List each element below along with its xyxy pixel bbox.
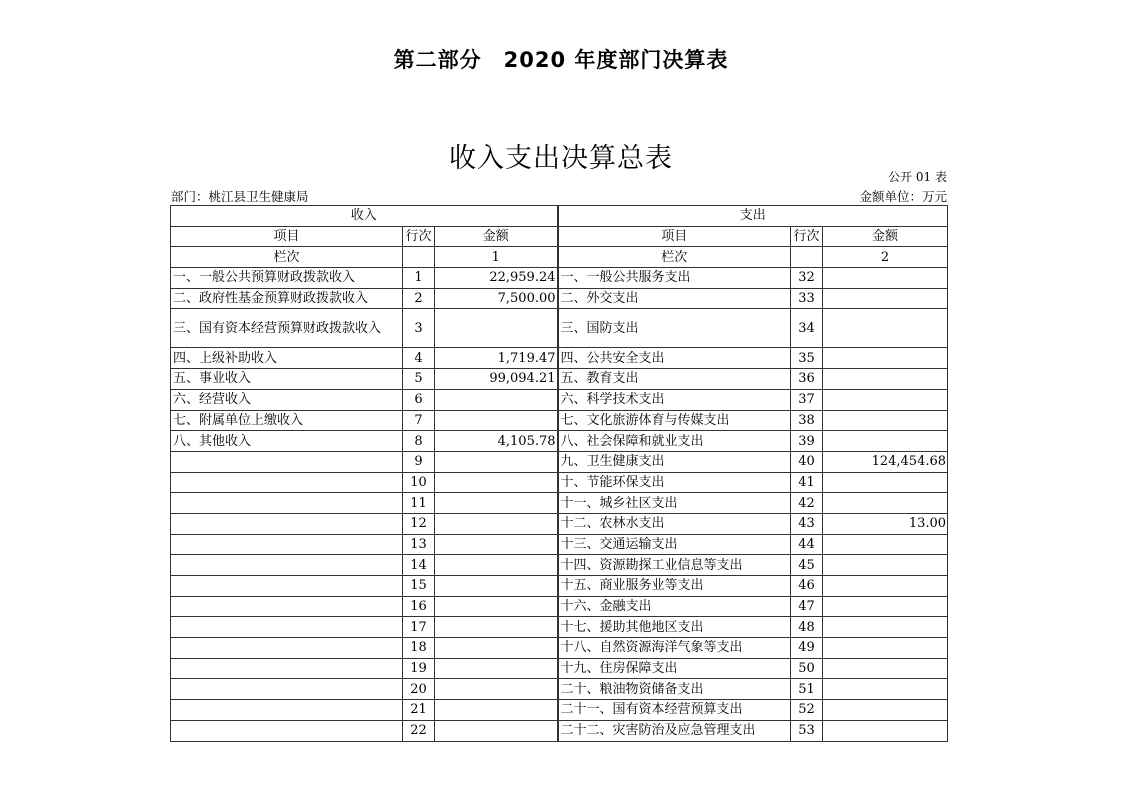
income-amount-cell: 99,094.21 xyxy=(435,369,558,390)
income-amount-cell: 22,959.24 xyxy=(435,268,558,289)
expense-row-no-cell: 48 xyxy=(791,617,823,638)
income-row-no-cell: 9 xyxy=(403,451,435,472)
income-row-no-cell: 22 xyxy=(403,720,435,741)
income-row-no-cell: 18 xyxy=(403,638,435,659)
expense-amount-cell xyxy=(823,493,948,514)
income-row-no-cell: 1 xyxy=(403,268,435,289)
income-amount-cell: 1,719.47 xyxy=(435,348,558,369)
income-item-cell xyxy=(171,472,403,493)
expense-amount-cell: 13.00 xyxy=(823,513,948,534)
expense-amount-cell: 124,454.68 xyxy=(823,451,948,472)
income-item-cell: 二、政府性基金预算财政拨款收入 xyxy=(171,288,403,309)
expense-item-cell: 六、科学技术支出 xyxy=(558,389,791,410)
income-item-cell xyxy=(171,596,403,617)
expense-section-header: 支出 xyxy=(558,206,948,227)
income-row-no-cell: 20 xyxy=(403,679,435,700)
expense-item-cell: 二十一、国有资本经营预算支出 xyxy=(558,700,791,721)
table-row xyxy=(171,493,948,514)
expense-row-no-cell: 51 xyxy=(791,679,823,700)
expense-row-no-cell: 35 xyxy=(791,348,823,369)
table-row xyxy=(171,720,948,741)
table-row xyxy=(171,472,948,493)
income-item-cell xyxy=(171,555,403,576)
expense-item-cell: 二十二、灾害防治及应急管理支出 xyxy=(558,720,791,741)
expense-row-no-cell: 42 xyxy=(791,493,823,514)
expense-item-cell: 十七、援助其他地区支出 xyxy=(558,617,791,638)
income-amount-cell: 7,500.00 xyxy=(435,288,558,309)
expense-row-no-cell: 32 xyxy=(791,268,823,289)
income-amount-cell xyxy=(435,700,558,721)
income-amount-cell xyxy=(435,720,558,741)
expense-row-no-cell: 38 xyxy=(791,410,823,431)
table-row xyxy=(171,389,948,410)
table-row xyxy=(171,451,948,472)
table-row xyxy=(171,576,948,597)
expense-item-cell: 十二、农林水支出 xyxy=(558,513,791,534)
income-amount-cell xyxy=(435,389,558,410)
expense-amount-cell xyxy=(823,720,948,741)
income-item-cell xyxy=(171,679,403,700)
header-row-sections xyxy=(171,206,948,227)
income-amount-cell xyxy=(435,638,558,659)
income-item-cell: 五、事业收入 xyxy=(171,369,403,390)
income-row-no-cell: 4 xyxy=(403,348,435,369)
department-label: 部门：桃江县卫生健康局 xyxy=(171,189,309,204)
income-amount-cell xyxy=(435,309,558,348)
table-row xyxy=(171,596,948,617)
income-amount-cell xyxy=(435,555,558,576)
expense-column-number: 2 xyxy=(823,247,948,268)
expense-row-no-cell: 46 xyxy=(791,576,823,597)
expense-amount-cell xyxy=(823,638,948,659)
income-row-no-header: 行次 xyxy=(403,226,435,247)
table-row xyxy=(171,369,948,390)
expense-amount-cell xyxy=(823,617,948,638)
income-row-no-cell: 8 xyxy=(403,431,435,452)
income-row-no-cell: 7 xyxy=(403,410,435,431)
income-row-no-cell: 5 xyxy=(403,369,435,390)
expense-item-cell: 十九、住房保障支出 xyxy=(558,658,791,679)
income-item-cell xyxy=(171,720,403,741)
expense-row-no-cell: 50 xyxy=(791,658,823,679)
expense-row-no-cell: 33 xyxy=(791,288,823,309)
expense-row-no-cell: 52 xyxy=(791,700,823,721)
expense-amount-cell xyxy=(823,576,948,597)
table-row xyxy=(171,700,948,721)
income-row-no-cell: 2 xyxy=(403,288,435,309)
income-item-cell xyxy=(171,534,403,555)
table-row xyxy=(171,268,948,289)
income-amount-cell xyxy=(435,596,558,617)
table-row xyxy=(171,658,948,679)
table-row xyxy=(171,431,948,452)
income-item-cell xyxy=(171,451,403,472)
expense-amount-cell xyxy=(823,348,948,369)
expense-item-cell: 七、文化旅游体育与传媒支出 xyxy=(558,410,791,431)
income-item-cell: 六、经营收入 xyxy=(171,389,403,410)
income-item-cell: 一、一般公共预算财政拨款收入 xyxy=(171,268,403,289)
income-row-no-cell: 3 xyxy=(403,309,435,348)
income-row-no-cell: 19 xyxy=(403,658,435,679)
income-item-header: 项目 xyxy=(171,226,403,247)
table-title: 收入支出决算总表 xyxy=(449,143,673,174)
income-row-no-cell: 13 xyxy=(403,534,435,555)
table-row xyxy=(171,288,948,309)
expense-item-cell: 二、外交支出 xyxy=(558,288,791,309)
income-item-cell: 四、上级补助收入 xyxy=(171,348,403,369)
table-row xyxy=(171,309,948,348)
income-row-no-cell: 10 xyxy=(403,472,435,493)
expense-row-no-cell: 47 xyxy=(791,596,823,617)
expense-item-cell: 八、社会保障和就业支出 xyxy=(558,431,791,452)
table-row xyxy=(171,348,948,369)
expense-item-header: 项目 xyxy=(558,226,791,247)
table-row xyxy=(171,410,948,431)
income-row-no-cell: 17 xyxy=(403,617,435,638)
income-amount-cell xyxy=(435,576,558,597)
income-column-number: 1 xyxy=(435,247,558,268)
income-row-no-cell: 11 xyxy=(403,493,435,514)
expense-amount-cell xyxy=(823,534,948,555)
income-amount-cell xyxy=(435,410,558,431)
expense-item-cell: 十六、金融支出 xyxy=(558,596,791,617)
expense-row-no-cell: 37 xyxy=(791,389,823,410)
expense-amount-cell xyxy=(823,369,948,390)
expense-item-cell: 四、公共安全支出 xyxy=(558,348,791,369)
table-row xyxy=(171,679,948,700)
header-row-columns xyxy=(171,226,948,247)
expense-item-cell: 十三、交通运输支出 xyxy=(558,534,791,555)
expense-column-no-blank xyxy=(791,247,823,268)
expense-amount-cell xyxy=(823,679,948,700)
table-row xyxy=(171,617,948,638)
expense-item-cell: 十一、城乡社区支出 xyxy=(558,493,791,514)
expense-amount-cell xyxy=(823,555,948,576)
expense-amount-cell xyxy=(823,389,948,410)
expense-item-cell: 三、国防支出 xyxy=(558,309,791,348)
income-item-cell: 八、其他收入 xyxy=(171,431,403,452)
expense-amount-cell xyxy=(823,472,948,493)
income-row-no-cell: 16 xyxy=(403,596,435,617)
expense-row-no-cell: 49 xyxy=(791,638,823,659)
income-item-cell xyxy=(171,493,403,514)
expense-item-cell: 一、一般公共服务支出 xyxy=(558,268,791,289)
expense-row-no-header: 行次 xyxy=(791,226,823,247)
income-item-cell xyxy=(171,513,403,534)
expense-amount-cell xyxy=(823,596,948,617)
income-row-no-cell: 12 xyxy=(403,513,435,534)
expense-item-cell: 二十、粮油物资储备支出 xyxy=(558,679,791,700)
expense-amount-cell xyxy=(823,268,948,289)
income-item-cell xyxy=(171,700,403,721)
income-row-no-cell: 6 xyxy=(403,389,435,410)
part-title: 第二部分 2020 年度部门决算表 xyxy=(393,48,729,72)
income-amount-cell xyxy=(435,513,558,534)
expense-row-no-cell: 43 xyxy=(791,513,823,534)
income-amount-cell xyxy=(435,658,558,679)
expense-amount-cell xyxy=(823,410,948,431)
expense-row-no-cell: 44 xyxy=(791,534,823,555)
table-code: 公开 01 表 xyxy=(888,170,947,184)
income-amount-cell: 4,105.78 xyxy=(435,431,558,452)
income-amount-cell xyxy=(435,472,558,493)
expense-amount-cell xyxy=(823,700,948,721)
table-row xyxy=(171,534,948,555)
expense-amount-cell xyxy=(823,658,948,679)
expense-item-cell: 五、教育支出 xyxy=(558,369,791,390)
expense-column-no-label: 栏次 xyxy=(558,247,791,268)
expense-amount-cell xyxy=(823,431,948,452)
table-row xyxy=(171,555,948,576)
expense-item-cell: 十八、自然资源海洋气象等支出 xyxy=(558,638,791,659)
expense-item-cell: 十、节能环保支出 xyxy=(558,472,791,493)
expense-row-no-cell: 53 xyxy=(791,720,823,741)
expense-item-cell: 十四、资源勘探工业信息等支出 xyxy=(558,555,791,576)
unit-label: 金额单位：万元 xyxy=(859,189,947,204)
expense-row-no-cell: 36 xyxy=(791,369,823,390)
income-item-cell: 七、附属单位上缴收入 xyxy=(171,410,403,431)
income-amount-cell xyxy=(435,679,558,700)
income-amount-cell xyxy=(435,534,558,555)
income-amount-cell xyxy=(435,617,558,638)
income-expense-table xyxy=(170,205,948,742)
expense-row-no-cell: 41 xyxy=(791,472,823,493)
expense-amount-header: 金额 xyxy=(823,226,948,247)
income-item-cell xyxy=(171,658,403,679)
income-amount-header: 金额 xyxy=(435,226,558,247)
income-section-header: 收入 xyxy=(171,206,558,227)
expense-row-no-cell: 45 xyxy=(791,555,823,576)
income-item-cell xyxy=(171,576,403,597)
income-row-no-cell: 15 xyxy=(403,576,435,597)
income-row-no-cell: 21 xyxy=(403,700,435,721)
header-row-column-numbers xyxy=(171,247,948,268)
income-row-no-cell: 14 xyxy=(403,555,435,576)
expense-row-no-cell: 40 xyxy=(791,451,823,472)
income-item-cell: 三、国有资本经营预算财政拨款收入 xyxy=(171,309,403,348)
income-column-no-blank xyxy=(403,247,435,268)
expense-row-no-cell: 34 xyxy=(791,309,823,348)
table-row xyxy=(171,513,948,534)
income-item-cell xyxy=(171,617,403,638)
table-row xyxy=(171,638,948,659)
expense-amount-cell xyxy=(823,288,948,309)
expense-row-no-cell: 39 xyxy=(791,431,823,452)
income-amount-cell xyxy=(435,493,558,514)
income-column-no-label: 栏次 xyxy=(171,247,403,268)
expense-item-cell: 九、卫生健康支出 xyxy=(558,451,791,472)
expense-item-cell: 十五、商业服务业等支出 xyxy=(558,576,791,597)
expense-amount-cell xyxy=(823,309,948,348)
income-item-cell xyxy=(171,638,403,659)
income-amount-cell xyxy=(435,451,558,472)
